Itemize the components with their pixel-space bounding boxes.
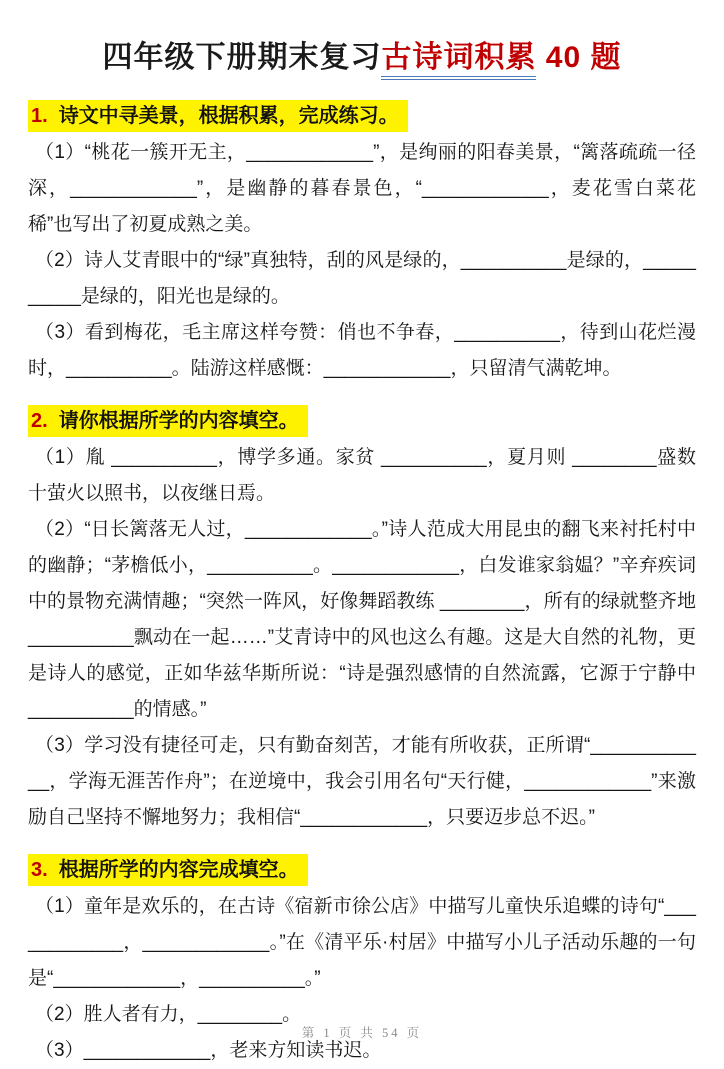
title-count-text: 40 题 [536,41,622,74]
worksheet-content [28,76,696,1069]
section-2-question-1: （1）胤 __________，博学多通。家贫 __________，夏月则 ________盛数十萤火以照书，以夜继日焉。 [28,447,696,504]
section-2-heading [28,405,308,437]
section-1-question-2: （2）诗人艾青眼中的“绿”真独特，刮的风是绿的，__________是绿的，__________是绿的，阳光也是绿的。 [28,250,696,307]
page-footer: 第 1 页 共 54 页 [301,1026,423,1040]
section-1-title: 诗文中寻美景，根据积累，完成练习。 [58,105,399,127]
section-2-question-2: （2）“日长篱落无人过，____________。”诗人范成大用昆虫的翻飞来衬托村中的幽静；“茅檐低小，__________。____________，白发谁家翁媪？”辛弃疾词中的景物充满情趣；“突然一阵风，好像舞蹈教练 ________，所有的绿就整齐地 __________飘动在一起……”艾青诗中的风也这么有趣。这是大自然的礼物，更是诗人的感觉，正如华兹华斯所说：“诗是强烈感情的自然流露，它源于宁静中 __________的情感。” [28,519,696,720]
section-3-title: 根据所学的内容完成填空。 [58,859,299,881]
section-2-number: 2. [31,410,48,432]
section-3-number: 3. [31,859,48,881]
title-topic-text: 古诗词积累 [381,41,536,80]
worksheet-page [0,32,724,1061]
section-2-question-3: （3）学习没有捷径可走，只有勤奋刻苦，才能有所收获，正所谓“____________，学海无涯苦作舟”；在逆境中，我会引用名句“天行健，____________”来激励自己坚持不懈地努力；我相信“____________，只要迈步总不迟。” [28,735,696,828]
section-1-question-1: （1）“桃花一簇开无主，____________”，是绚丽的阳春美景，“篱落疏疏一径深，____________”，是幽静的暮春景色，“____________，麦花雪白菜花稀”也写出了初夏成熟之美。 [28,142,696,235]
section-3-question-3: （3）____________，老来方知读书迟。 [35,1040,382,1061]
section-3-heading [28,854,308,886]
section-3-question-2: （2）胜人者有力，________。 [35,1004,302,1025]
section-1-number: 1. [31,105,48,127]
page-title [14,32,710,76]
section-1-heading [28,100,408,132]
title-grade-text: 四年级下册期末复习 [102,41,382,74]
section-3-question-1: （1）童年是欢乐的，在古诗《宿新市徐公店》中描写儿童快乐追蝶的诗句“____________，____________。”在《清平乐·村居》中描写小儿子活动乐趣的一句是“____________，__________。” [28,896,696,989]
section-1-question-3: （3）看到梅花，毛主席这样夸赞：俏也不争春，__________，待到山花烂漫时，__________。陆游这样感慨：____________，只留清气满乾坤。 [28,322,696,379]
section-2-title: 请你根据所学的内容填空。 [58,410,299,432]
